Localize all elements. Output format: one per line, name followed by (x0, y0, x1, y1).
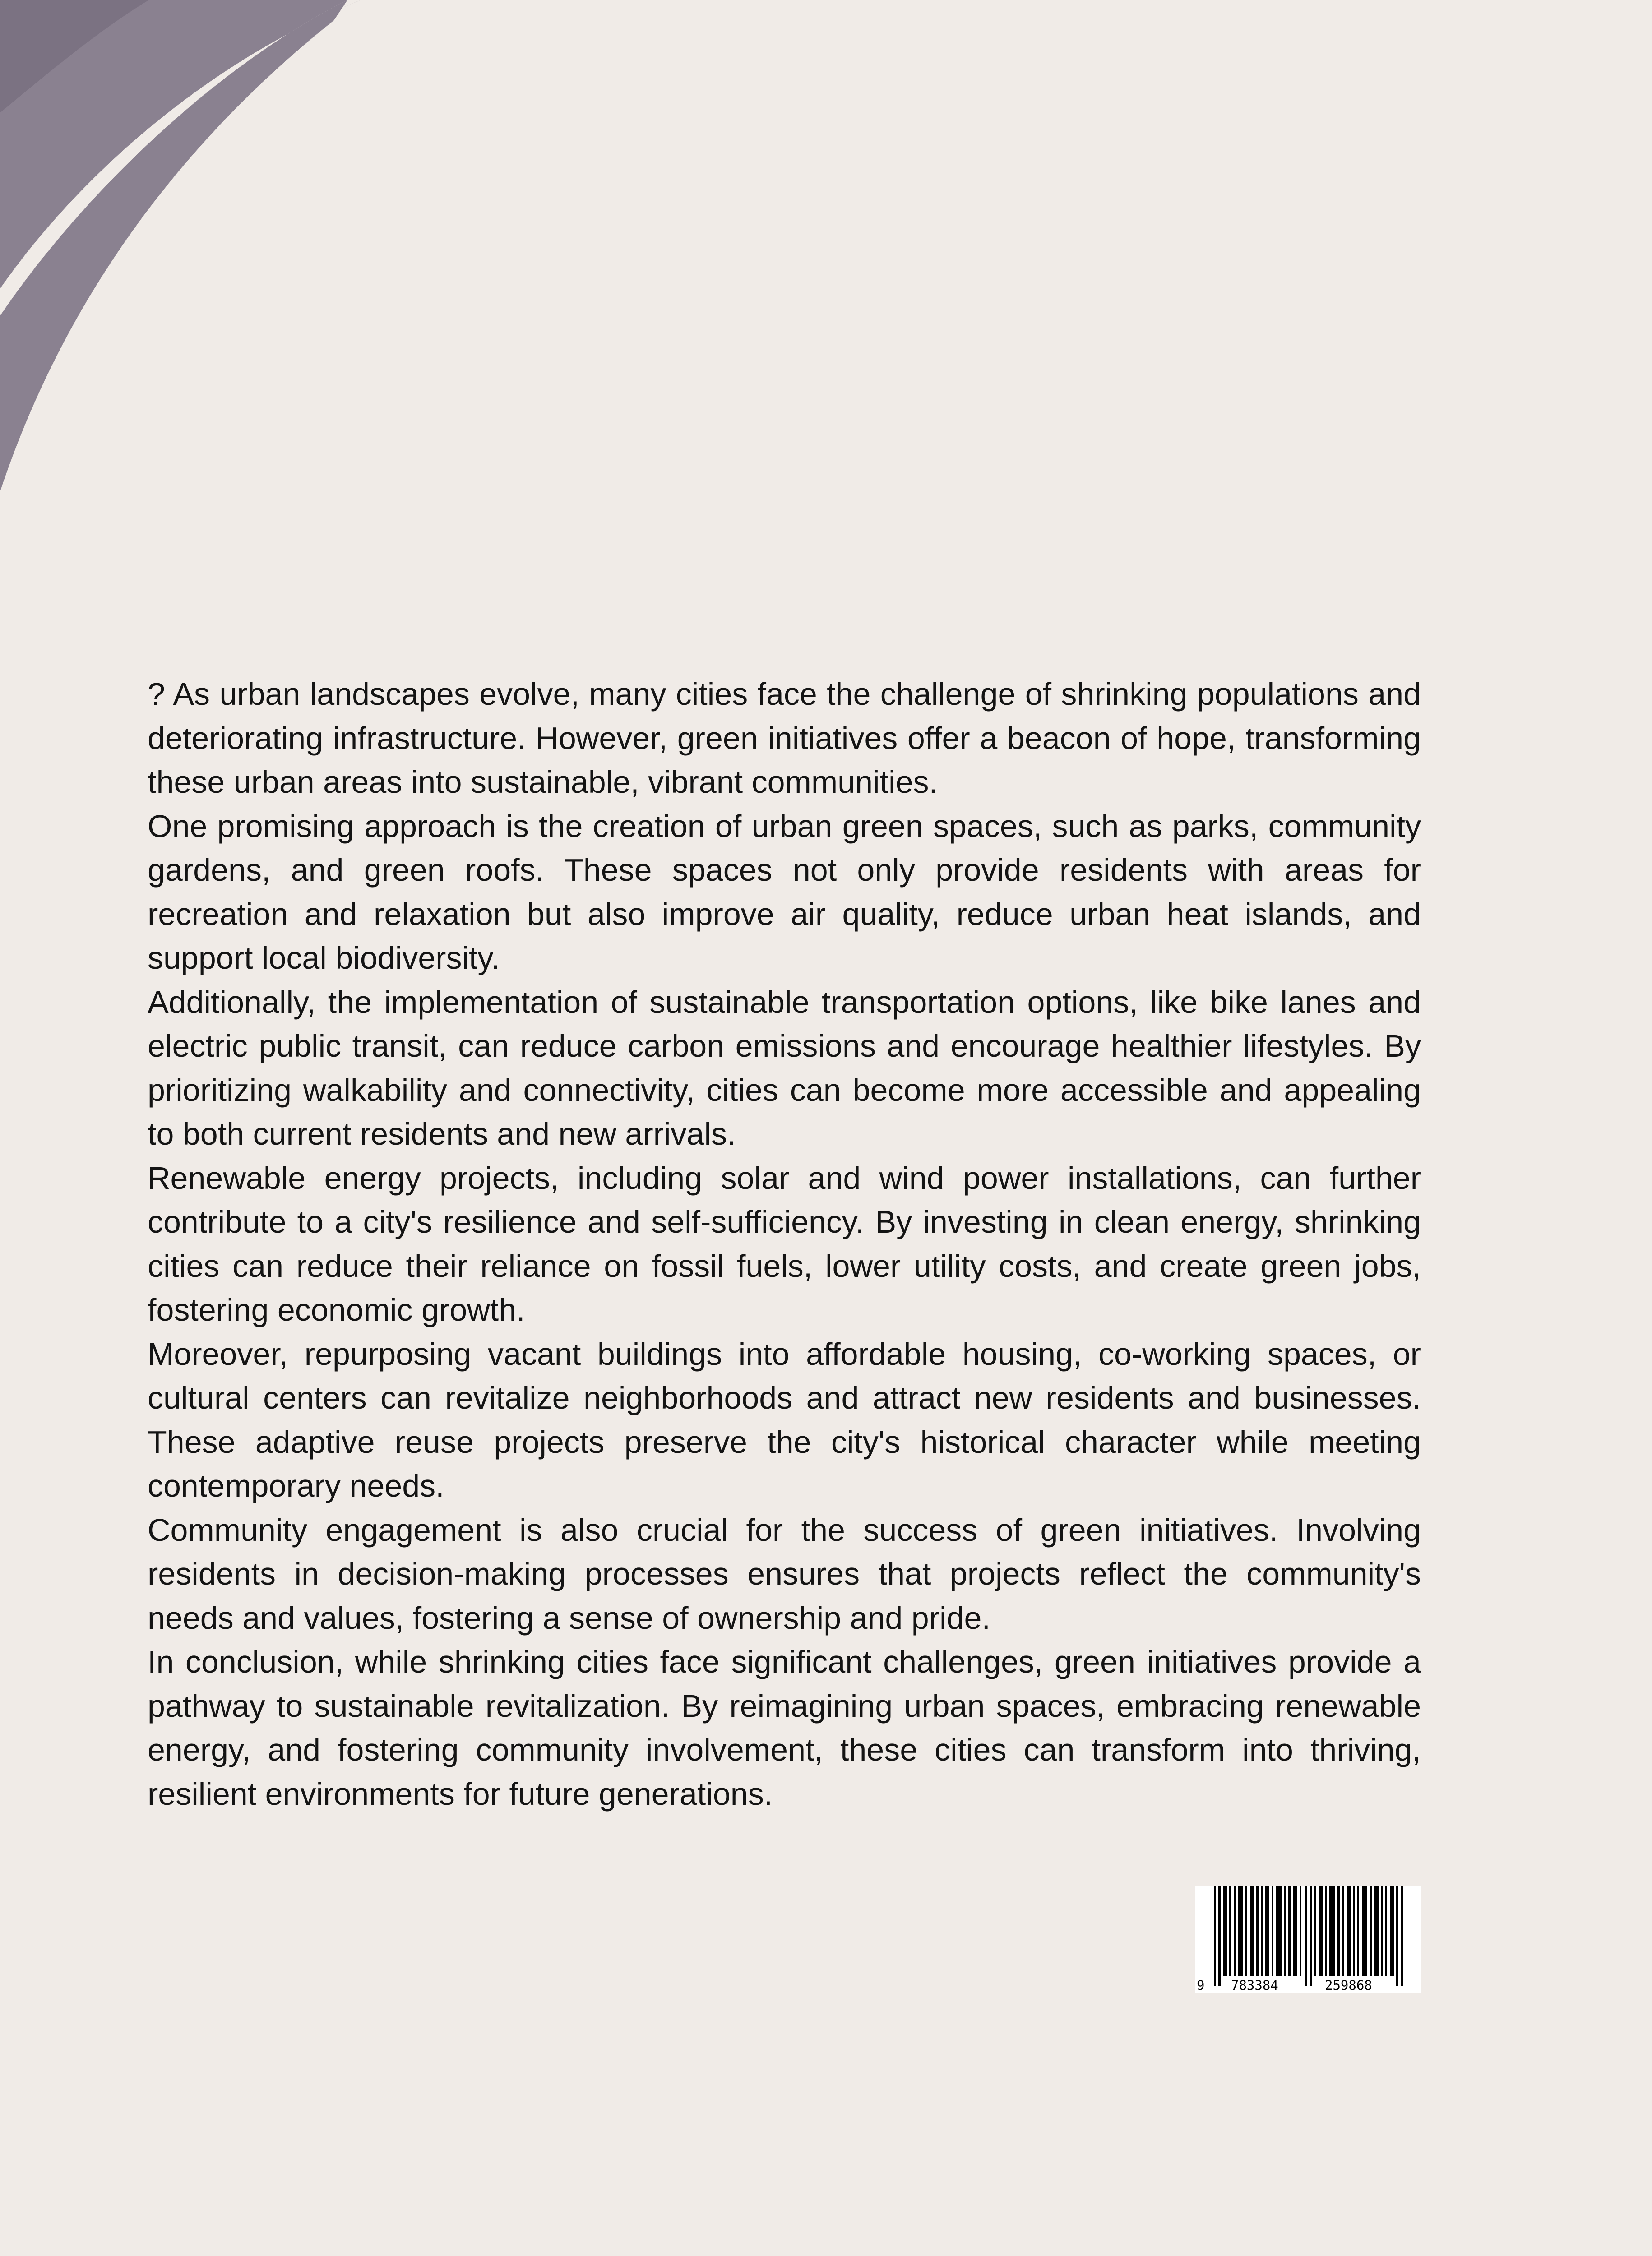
paragraph: Additionally, the implementation of sustainable transportation options, like bike lanes and electric public transit, can reduce carbon emissions and encourage healthier lifestyles. By prioritizing walkability and connectivity, cities can become more accessible and appealing to both current residents and new arrivals. (148, 984, 1421, 1151)
barcode-right-group: 259868 (1325, 1978, 1372, 1993)
barcode-bars (1195, 1886, 1421, 1993)
paragraph: Community engagement is also crucial for the success of green initiatives. Involving residents in decision-making processes ensures that projects reflect the community's needs and values, fostering a sense of ownership and pride. (148, 1512, 1421, 1636)
corner-curve-decoration (0, 0, 361, 496)
paragraph: In conclusion, while shrinking cities face significant challenges, green initiatives provide a pathway to sustainable revitalization. By reimagining urban spaces, embracing renewable energy, and fostering community involvement, these cities can transform into thriving, resilient environments for future generations. (148, 1644, 1421, 1812)
barcode-digits (1195, 1978, 1421, 1993)
paragraph: Renewable energy projects, including solar and wind power installations, can further contribute to a city's resilience and self-sufficiency. By investing in clean energy, shrinking cities can reduce their reliance on fossil fuels, lower utility costs, and create green jobs, fostering economic growth. (148, 1160, 1421, 1327)
isbn-barcode (1195, 1886, 1421, 1993)
paragraph: Moreover, repurposing vacant buildings into affordable housing, co-working spaces, or cultural centers can revitalize neighborhoods and attract new residents and businesses. These adaptive reuse projects preserve the city's historical character while meeting contemporary needs. (148, 1336, 1421, 1503)
paragraph: One promising approach is the creation of urban green spaces, such as parks, community gardens, and green roofs. These spaces not only provide residents with areas for recreation and relaxation but also improve air quality, reduce urban heat islands, and support local biodiversity. (148, 808, 1421, 975)
back-cover-blurb (148, 672, 1421, 1816)
barcode-left-group: 783384 (1231, 1978, 1278, 1993)
barcode-lead-digit: 9 (1197, 1978, 1205, 1993)
paragraph: ? As urban landscapes evolve, many cities face the challenge of shrinking populations and deteriorating infrastructure. However, green initiatives offer a beacon of hope, transforming these urban areas into sustainable, vibrant communities. (148, 676, 1421, 800)
